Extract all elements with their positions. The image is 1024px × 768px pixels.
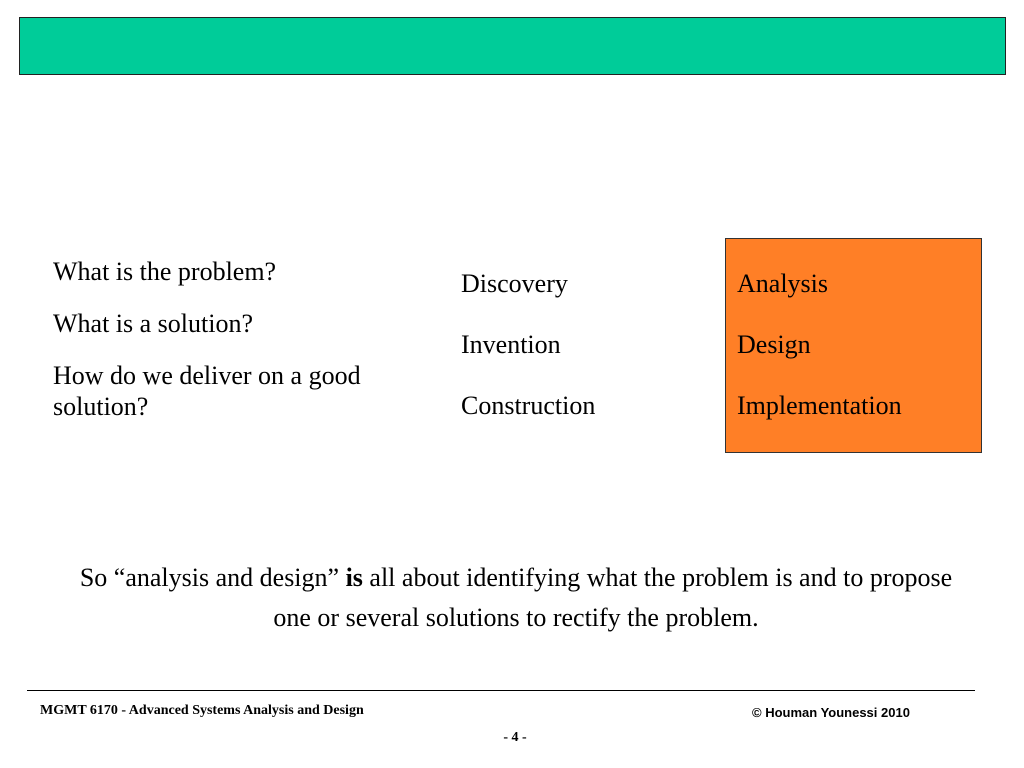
summary-text-bold: is xyxy=(345,563,363,592)
activities-list xyxy=(461,268,595,451)
summary-text-after: all about identifying what the problem is and to propose one or several solutions to rectify the problem. xyxy=(273,563,953,632)
activity-item: Invention xyxy=(461,330,561,359)
activity-item: Discovery xyxy=(461,269,568,298)
summary-statement xyxy=(60,558,972,638)
summary-text-before: So “analysis and design” xyxy=(79,563,346,592)
footer-copyright: © Houman Younessi 2010 xyxy=(752,705,910,720)
page-number xyxy=(0,730,1024,746)
page-number-text: - 4 - xyxy=(503,730,527,745)
activity-item: Construction xyxy=(461,391,596,420)
footer-divider xyxy=(27,690,975,691)
question-item: What is the problem? xyxy=(53,257,277,286)
footer-course-title: MGMT 6170 - Advanced Systems Analysis and Design xyxy=(40,703,364,718)
phase-item: Implementation xyxy=(737,391,902,420)
questions-list xyxy=(53,256,403,443)
title-bar xyxy=(19,17,1006,75)
question-item: How do we deliver on a good solution? xyxy=(53,361,361,421)
phase-item: Analysis xyxy=(737,269,828,298)
phase-item: Design xyxy=(737,330,811,359)
phases-box xyxy=(725,238,982,453)
question-item: What is a solution? xyxy=(53,309,254,338)
